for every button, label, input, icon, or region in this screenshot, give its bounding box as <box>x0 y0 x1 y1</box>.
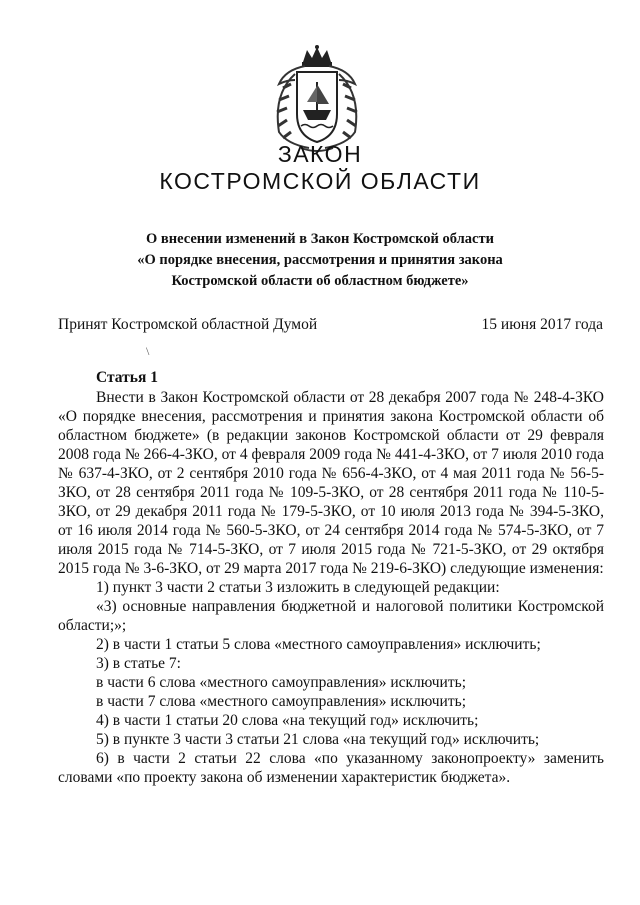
law-title-line: Костромской области об областном бюджете» <box>171 273 469 289</box>
law-title <box>96 229 544 292</box>
sub-item: в части 6 слова «местного самоуправления» исключить; <box>96 674 467 691</box>
sub-item: в части 7 слова «местного самоуправления» исключить; <box>96 693 467 710</box>
law-title-line: «О порядке внесения, рассмотрения и принятия закона <box>137 252 503 268</box>
region-heading: КОСТРОМСКОЙ ОБЛАСТИ <box>159 168 481 194</box>
law-title-line: О внесении изменений в Закон Костромской области <box>146 231 494 247</box>
article-heading: Статья 1 <box>96 369 158 386</box>
list-item: 5) в пункте 3 части 3 статьи 21 слова «на текущий год» исключить; <box>96 731 540 748</box>
adoption-info <box>58 316 603 334</box>
stray-mark: \ <box>146 344 150 358</box>
list-item: 3) в статье 7: <box>96 655 181 672</box>
list-item: 2) в части 1 статьи 5 слова «местного самоуправления» исключить; <box>96 636 541 653</box>
article-body <box>58 388 604 787</box>
coat-of-arms-emblem <box>265 44 369 156</box>
article-intro-paragraph: Внести в Закон Костромской области от 28 декабря 2007 года № 248-4-ЗКО «О порядке внесения, рассмотрения и принятия закона Костромской области об областном бюджете» (в редакции законов Костромской области от 29 февраля 2008 года № 266-4-ЗКО, от 4 февраля 2009 года № 441-4-ЗКО, от 7 июля 2010 года № 637-4-ЗКО, от 2 сентября 2010 года № 656-4-ЗКО, от 4 мая 2011 года № 56-5-ЗКО, от 28 сентября 2011 года № 109-5-ЗКО, от 28 сентября 2011 года № 110-5-ЗКО, от 29 декабря 2011 года № 179-5-ЗКО, от 10 июля 2013 года № 394-5-ЗКО, от 16 июля 2014 года № 560-5-ЗКО, от 24 сентября 2014 года № 574-5-ЗКО, от 7 июля 2015 года № 714-5-ЗКО, от 7 июля 2015 года № 721-5-ЗКО, от 29 октября 2015 года № 3-6-ЗКО, от 29 марта 2017 года № 219-6-ЗКО) следующие изменения: <box>58 389 604 577</box>
document-type-heading: ЗАКОН <box>277 141 363 167</box>
adopted-by: Принят Костромской областной Думой <box>58 316 318 333</box>
list-item: 6) в части 2 статьи 22 слова «по указанному законопроекту» заменить словами «по проекту закона об изменении характеристик бюджета». <box>58 750 604 786</box>
adoption-date: 15 июня 2017 года <box>481 316 603 333</box>
list-item: 4) в части 1 статьи 20 слова «на текущий год» исключить; <box>96 712 479 729</box>
quoted-text: «3) основные направления бюджетной и налоговой политики Костромской области;»; <box>58 598 604 634</box>
list-item: 1) пункт 3 части 2 статьи 3 изложить в следующей редакции: <box>96 579 500 596</box>
